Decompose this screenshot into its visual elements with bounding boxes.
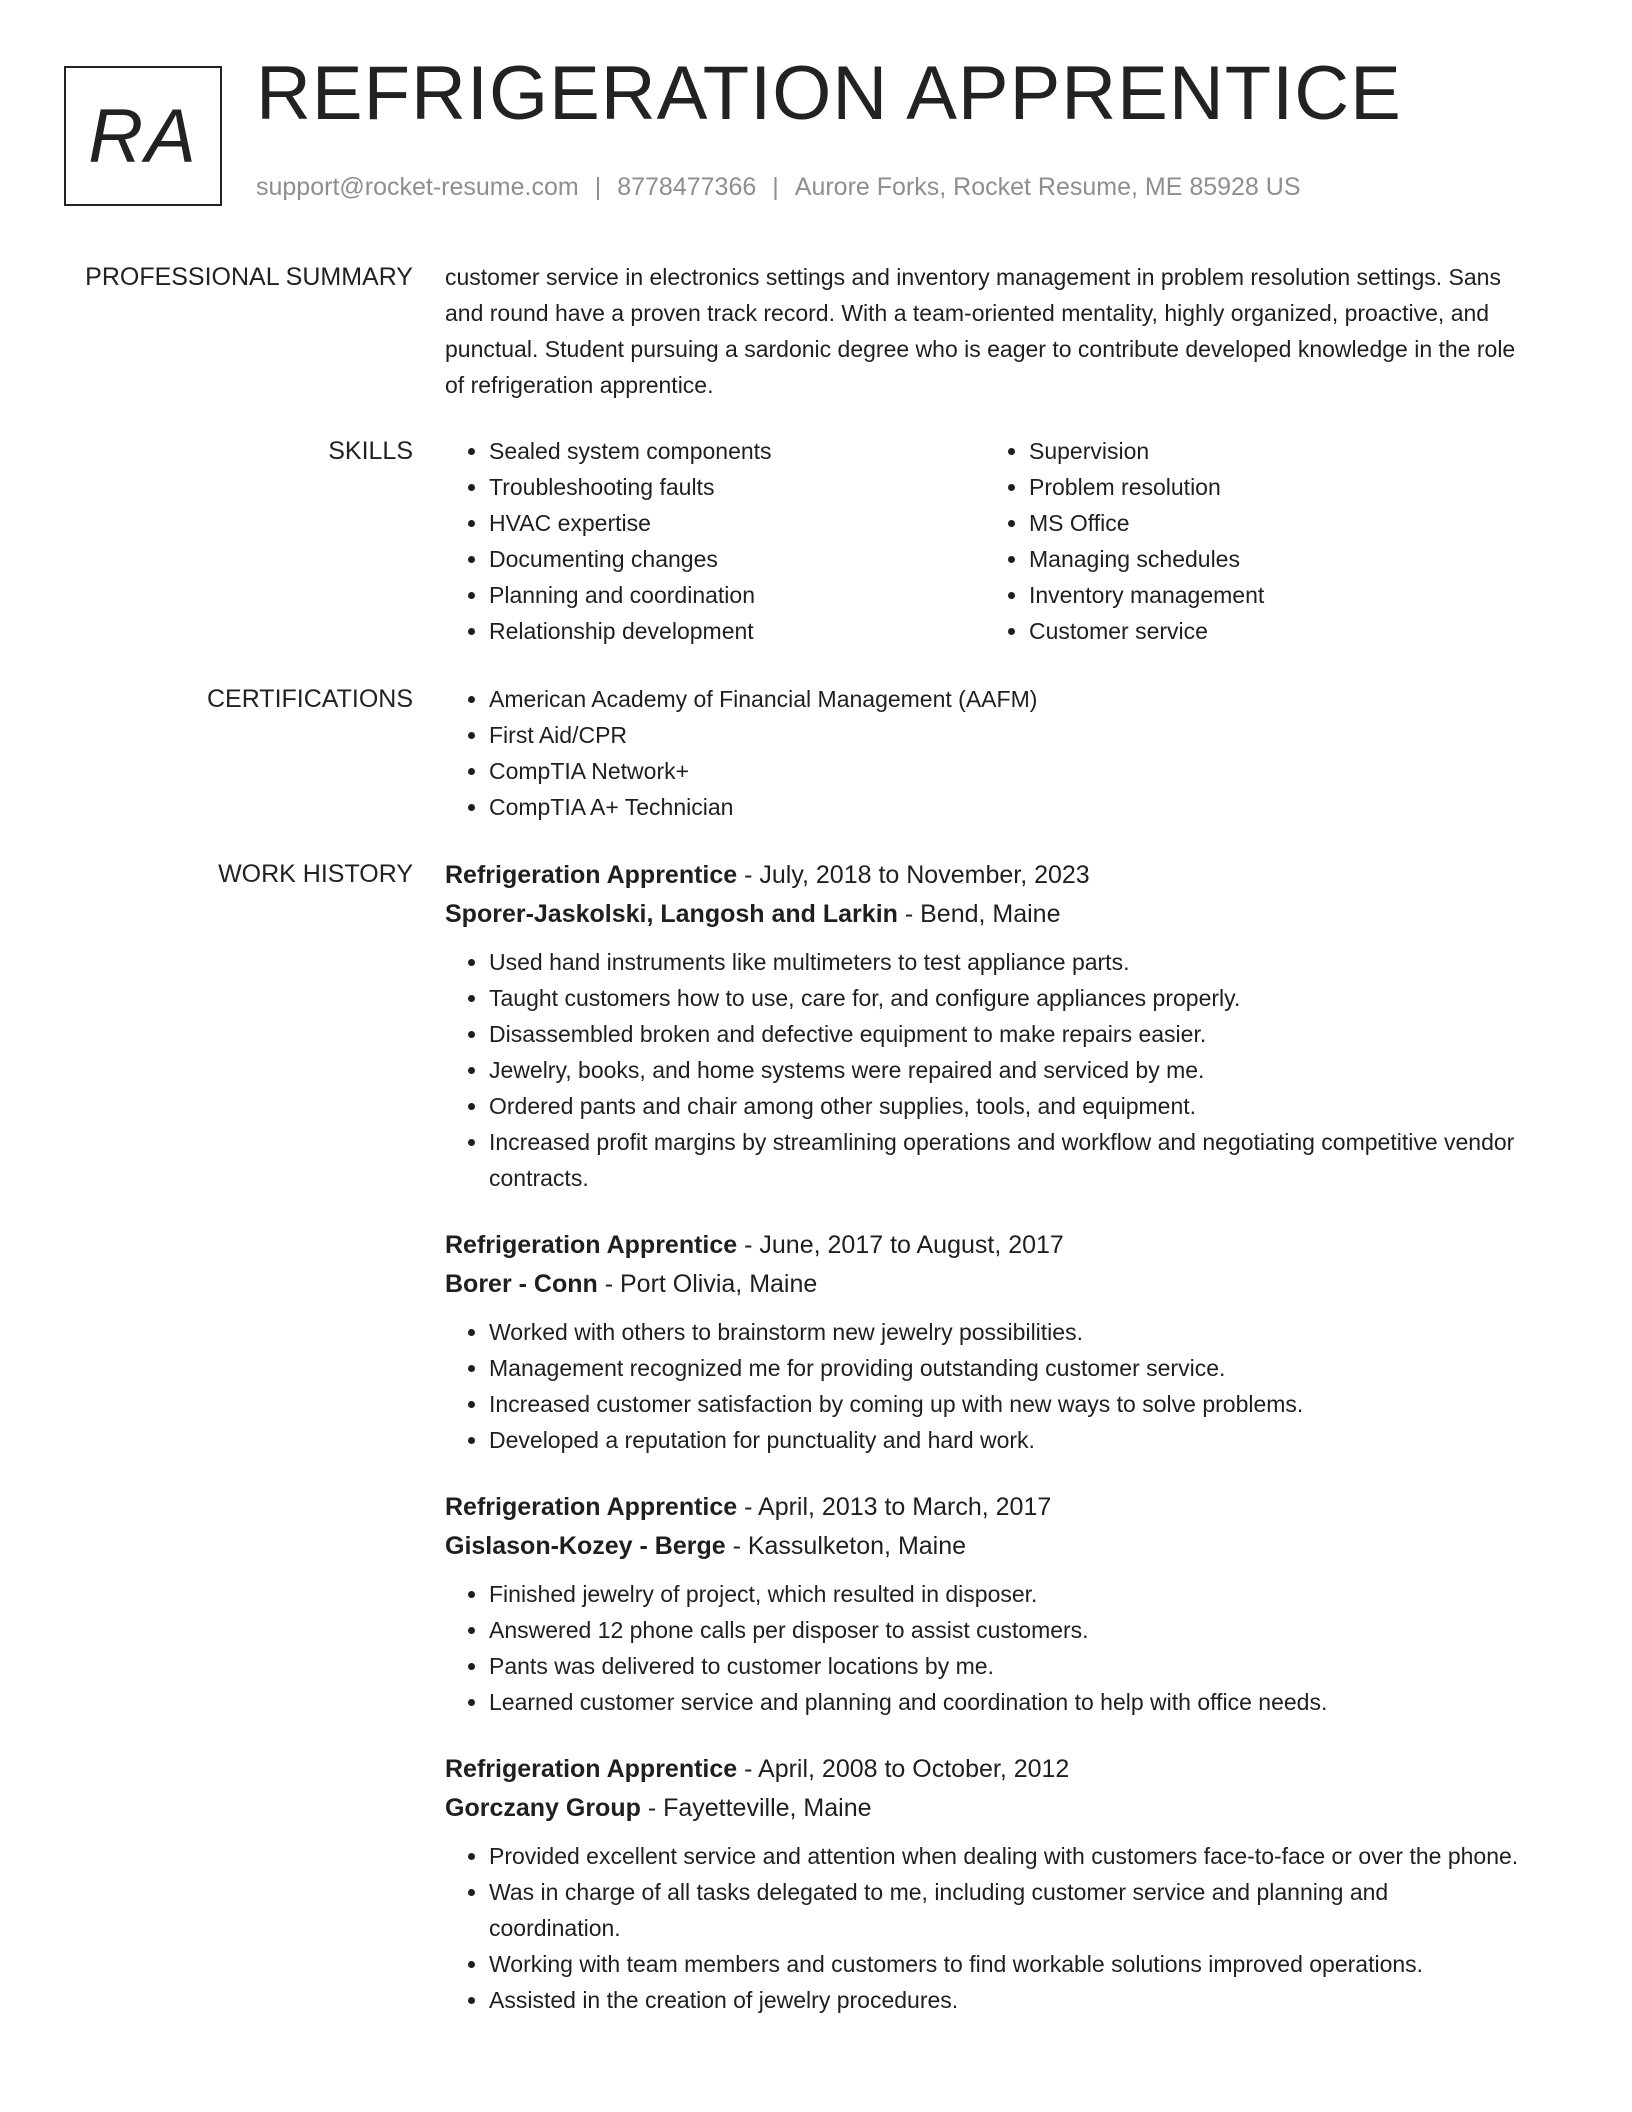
certification-item: • First Aid/CPR <box>489 717 1525 753</box>
certifications-list <box>445 681 1525 825</box>
certification-item: • CompTIA Network+ <box>489 753 1525 789</box>
job-dates: - June, 2017 to August, 2017 <box>737 1231 1064 1259</box>
job-title-line <box>445 856 1525 895</box>
contact-email: support@rocket-resume.com <box>256 173 579 201</box>
contact-line <box>256 175 1301 200</box>
job-bullet: • Learned customer service and planning and coordination to help with office needs. <box>489 1684 1525 1720</box>
contact-address: Aurore Forks, Rocket Resume, ME 85928 US <box>794 173 1301 201</box>
job-company-line <box>445 1789 1525 1828</box>
job-location: - Port Olivia, Maine <box>597 1270 818 1298</box>
job-entry <box>445 856 1525 1196</box>
job-title: Refrigeration Apprentice <box>445 861 738 889</box>
job-location: - Kassulketon, Maine <box>725 1532 967 1560</box>
job-bullet: • Working with team members and customers to find workable solutions improved operations. <box>489 1946 1525 1982</box>
job-title: Refrigeration Apprentice <box>445 1493 738 1521</box>
job-location: - Bend, Maine <box>897 900 1061 928</box>
job-bullet: • Was in charge of all tasks delegated to me, including customer service and planning and coordination. <box>489 1874 1525 1946</box>
certification-item: • American Academy of Financial Management (AAFM) <box>489 681 1525 717</box>
job-entry <box>445 1750 1525 2018</box>
job-bullets <box>445 1838 1525 2018</box>
monogram-initials: RA <box>88 93 198 179</box>
skills-columns <box>445 433 1525 649</box>
job-bullets <box>445 1314 1525 1458</box>
job-company-line <box>445 895 1525 934</box>
skill-item: • Sealed system components <box>489 433 985 469</box>
skill-item: • Troubleshooting faults <box>489 469 985 505</box>
skill-item: • MS Office <box>1029 505 1525 541</box>
job-bullets <box>445 1576 1525 1720</box>
job-title-line <box>445 1488 1525 1527</box>
job-dates: - April, 2008 to October, 2012 <box>737 1755 1070 1783</box>
job-bullet: • Increased profit margins by streamlining operations and workflow and negotiating competitive vendor contracts. <box>489 1124 1525 1196</box>
job-bullet: • Assisted in the creation of jewelry procedures. <box>489 1982 1525 2018</box>
skill-item: • Documenting changes <box>489 541 985 577</box>
contact-separator: | <box>594 173 602 201</box>
job-title: Refrigeration Apprentice <box>445 1231 738 1259</box>
job-bullet: • Ordered pants and chair among other supplies, tools, and equipment. <box>489 1088 1525 1124</box>
job-location: - Fayetteville, Maine <box>640 1794 872 1822</box>
contact-separator: | <box>772 173 779 201</box>
job-company: Gorczany Group <box>445 1794 641 1822</box>
job-bullets <box>445 944 1525 1196</box>
job-bullet: • Used hand instruments like multimeters to test appliance parts. <box>489 944 1525 980</box>
skill-item: • Problem resolution <box>1029 469 1525 505</box>
job-dates: - April, 2013 to March, 2017 <box>737 1493 1052 1521</box>
job-title-line <box>445 1750 1525 1789</box>
resume-name: REFRIGERATION APPRENTICE <box>256 51 1402 136</box>
job-bullet: • Pants was delivered to customer locations by me. <box>489 1648 1525 1684</box>
job-company: Borer - Conn <box>445 1270 598 1298</box>
skill-item: • Inventory management <box>1029 577 1525 613</box>
summary-label: PROFESSIONAL SUMMARY <box>85 263 413 291</box>
job-company: Gislason-Kozey - Berge <box>445 1532 726 1560</box>
job-bullet: • Provided excellent service and attention when dealing with customers face-to-face or over the phone. <box>489 1838 1525 1874</box>
work-history-label: WORK HISTORY <box>218 860 413 888</box>
job-entry <box>445 1226 1525 1458</box>
job-title: Refrigeration Apprentice <box>445 1755 738 1783</box>
skills-label: SKILLS <box>328 437 413 465</box>
job-bullet: • Jewelry, books, and home systems were repaired and serviced by me. <box>489 1052 1525 1088</box>
work-history-body <box>445 856 1525 2048</box>
contact-phone: 8778477366 <box>617 173 757 201</box>
summary-text: customer service in electronics settings and inventory management in problem resolution settings. Sans and round have a proven track record. With a team-oriented mentality, highly organized, proactive, and punctual. Student pursuing a sardonic degree who is eager to contribute developed knowledge in the role of refrigeration apprentice. <box>445 264 1516 398</box>
skills-list-right <box>985 433 1525 649</box>
job-entry <box>445 1488 1525 1720</box>
skill-item: • Planning and coordination <box>489 577 985 613</box>
job-bullet: • Answered 12 phone calls per disposer to assist customers. <box>489 1612 1525 1648</box>
skill-item: • Supervision <box>1029 433 1525 469</box>
job-company-line <box>445 1265 1525 1304</box>
skill-item: • Managing schedules <box>1029 541 1525 577</box>
job-bullet: • Increased customer satisfaction by coming up with new ways to solve problems. <box>489 1386 1525 1422</box>
job-dates: - July, 2018 to November, 2023 <box>737 861 1090 889</box>
monogram-box <box>64 66 222 206</box>
skill-item: • Customer service <box>1029 613 1525 649</box>
certifications-label: CERTIFICATIONS <box>206 685 413 713</box>
job-title-line <box>445 1226 1525 1265</box>
job-bullet: • Taught customers how to use, care for, and configure appliances properly. <box>489 980 1525 1016</box>
job-bullet: • Disassembled broken and defective equipment to make repairs easier. <box>489 1016 1525 1052</box>
skill-item: • HVAC expertise <box>489 505 985 541</box>
job-company-line <box>445 1527 1525 1566</box>
job-company: Sporer-Jaskolski, Langosh and Larkin <box>445 900 898 928</box>
job-bullet: • Management recognized me for providing outstanding customer service. <box>489 1350 1525 1386</box>
job-bullet: • Worked with others to brainstorm new jewelry possibilities. <box>489 1314 1525 1350</box>
skill-item: • Relationship development <box>489 613 985 649</box>
job-bullet: • Developed a reputation for punctuality and hard work. <box>489 1422 1525 1458</box>
job-bullet: • Finished jewelry of project, which resulted in disposer. <box>489 1576 1525 1612</box>
certifications-body <box>445 681 1525 825</box>
skills-list-left <box>445 433 985 649</box>
certification-item: • CompTIA A+ Technician <box>489 789 1525 825</box>
